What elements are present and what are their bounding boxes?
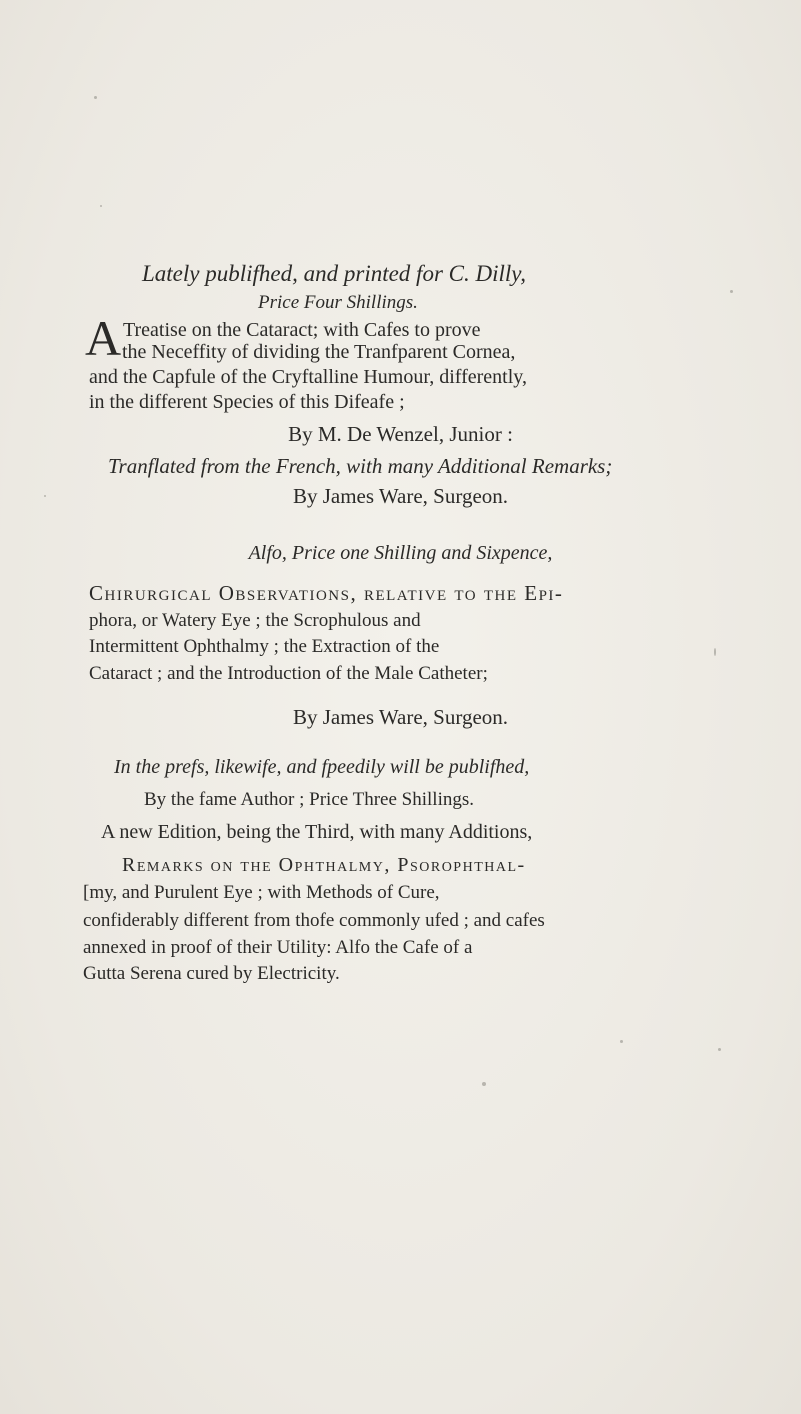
chirurgical-line-3: Intermittent Ophthalmy ; the Extraction of the — [89, 636, 440, 657]
treatise-line-4: in the different Species of this Difeafe ; — [89, 391, 405, 413]
translation-note: Tranflated from the French, with many Additional Remarks; — [108, 454, 613, 478]
paper-speck — [482, 1082, 486, 1086]
publication-notice: Lately publifhed, and printed for C. Dilly, — [142, 261, 526, 286]
drop-cap: A — [85, 310, 122, 366]
translator-credit: By James Ware, Surgeon. — [292, 484, 509, 508]
paper-speck — [620, 1040, 623, 1043]
same-author-price: By the fame Author ; Price Three Shillings. — [144, 789, 474, 810]
remarks-line-1: Remarks on the Ophthalmy, Psorophthal- — [122, 854, 526, 876]
paper-speck — [730, 290, 733, 293]
price-line: Price Four Shillings. — [258, 292, 418, 313]
treatise-line-2: the Neceffity of dividing the Tranfparent Cornea, — [122, 341, 516, 363]
remarks-line-5: Gutta Serena cured by Electricity. — [83, 963, 340, 984]
in-press-notice: In the prefs, likewife, and fpeedily will be publifhed, — [114, 756, 530, 778]
remarks-line-3: confiderably different from thofe commonly ufed ; and cafes — [83, 910, 545, 931]
paper-speck — [44, 495, 46, 497]
paper-speck — [100, 205, 102, 207]
chirurgical-line-4: Cataract ; and the Introduction of the Male Catheter; — [89, 663, 488, 684]
chirurgical-line-1: Chirurgical Observations, relative to the Epi- — [89, 581, 564, 605]
paper-speck — [714, 648, 716, 656]
treatise-author: By M. De Wenzel, Junior : — [288, 422, 513, 446]
paper-speck — [94, 96, 97, 99]
chirurgical-author: By James Ware, Surgeon. — [292, 705, 509, 729]
remarks-line-4: annexed in proof of their Utility: Alfo the Cafe of a — [83, 937, 473, 958]
treatise-line-1: Treatise on the Cataract; with Cafes to prove — [123, 319, 481, 341]
remarks-line-2: [my, and Purulent Eye ; with Methods of Cure, — [83, 882, 440, 903]
second-price-line: Alfo, Price one Shilling and Sixpence, — [248, 542, 553, 564]
chirurgical-line-2: phora, or Watery Eye ; the Scrophulous and — [89, 610, 421, 631]
paper-speck — [718, 1048, 721, 1051]
treatise-line-3: and the Capfule of the Cryftalline Humour, differently, — [89, 366, 527, 388]
edition-line: A new Edition, being the Third, with many Additions, — [101, 821, 533, 843]
